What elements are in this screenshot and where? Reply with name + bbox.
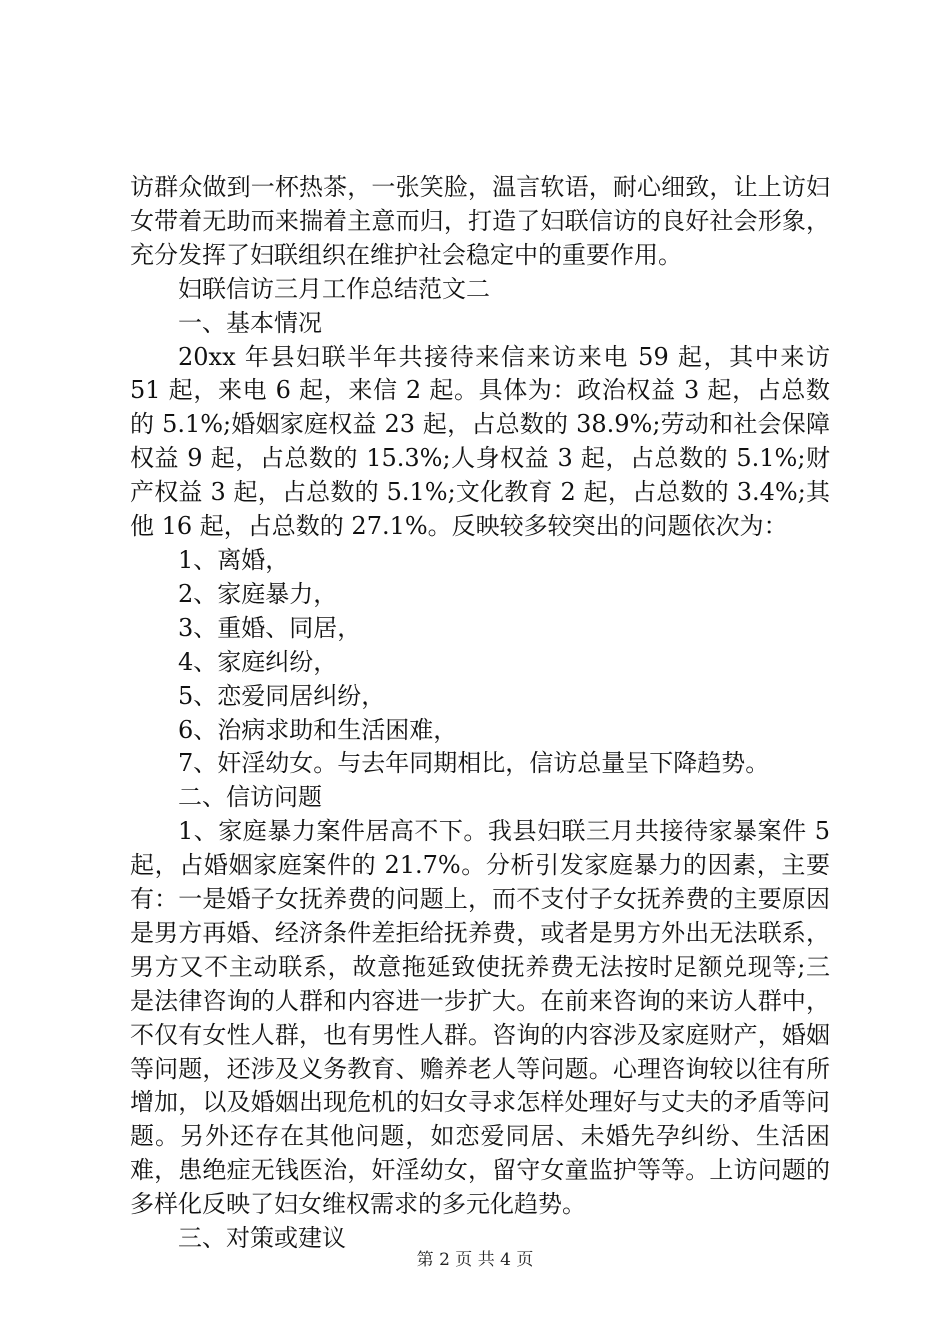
paragraph: 一、基本情况 [178, 308, 322, 337]
paragraph: 4、家庭纠纷， [178, 647, 338, 676]
paragraph: 2、家庭暴力， [178, 579, 338, 608]
paragraph: 二、信访问题 [178, 783, 322, 812]
paragraph: 三、对策或建议 [178, 1224, 346, 1253]
paragraph: 7、奸淫幼女。与去年同期相比，信访总量呈下降趋势。 [178, 749, 770, 778]
paragraph: 5、恋爱同居纠纷， [178, 681, 386, 710]
paragraph: 1、家庭暴力案件居高不下。我县妇联三月共接待家暴案件 5 起，占婚姻家庭案件的 21.7%。分析引发家庭暴力的因素，主要有：一是婚子女抚养费的问题上，而不支付子女抚养费的主要原因是男方再婚、经济条件差拒给抚养费，或者是男方外出无法联系，男方又不主动联系，故意拖延致使抚养费无法按时足额兑现等;三是法律咨询的人群和内容进一步扩大。在前来咨询的来访人群中，不仅有女性人群，也有男性人群。咨询的内容涉及家庭财产，婚姻等问题，还涉及义务教育、赡养老人等问题。心理咨询较以往有所增加，以及婚姻出现危机的妇女寻求怎样处理好与丈夫的矛盾等问题。另外还存在其他问题，如恋爱同居、未婚先孕纠纷、生活困难，患绝症无钱医治，奸淫幼女，留守女童监护等等。上访问题的多样化反映了妇女维权需求的多元化趋势。 [130, 817, 830, 1219]
paragraph: 妇联信访三月工作总结范文二 [178, 274, 490, 303]
paragraph: 访群众做到一杯热茶，一张笑脸，温言软语，耐心细致，让上访妇女带着无助而来揣着主意而归，打造了妇联信访的良好社会形象，充分发挥了妇联组织在维护社会稳定中的重要作用。 [130, 173, 830, 269]
document-body [130, 171, 830, 1256]
page-footer: 第 2 页 共 4 页 [416, 1250, 534, 1270]
paragraph: 6、治病求助和生活困难， [178, 715, 458, 744]
paragraph: 1、离婚， [178, 545, 290, 574]
paragraph: 20xx 年县妇联半年共接待来信来访来电 59 起，其中来访 51 起，来电 6 起，来信 2 起。具体为：政治权益 3 起，占总数的 5.1%;婚姻家庭权益 23 起，占总数的 38.9%;劳动和社会保障权益 9 起，占总数的 15.3%;人身权益 3 起，占总数的 5.1%;财产权益 3 起，占总数的 5.1%;文化教育 2 起，占总数的 3.4%;其他 16 起，占总数的 27.1%。反映较多较突出的问题依次为： [130, 342, 830, 541]
paragraph: 3、重婚、同居， [178, 613, 362, 642]
